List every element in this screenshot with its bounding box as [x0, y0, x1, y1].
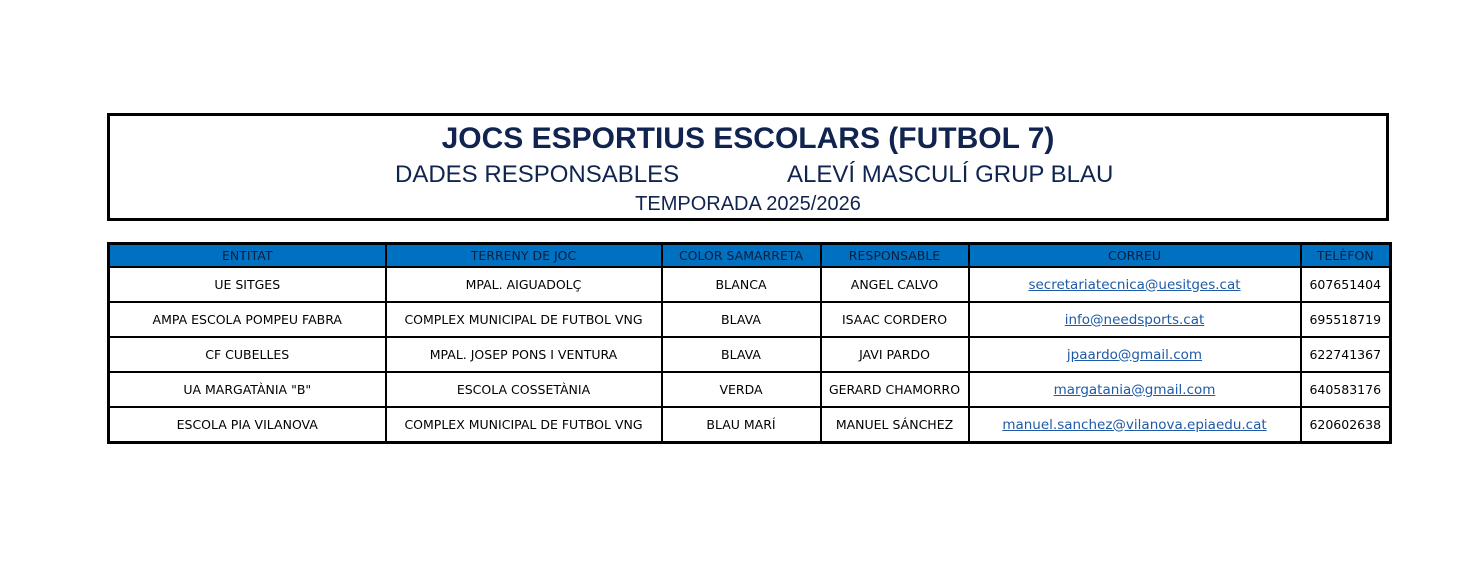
cell-terreny: COMPLEX MUNICIPAL DE FUTBOL VNG: [386, 302, 662, 337]
cell-telefon: 695518719: [1301, 302, 1391, 337]
cell-entitat: UA MARGATÀNIA "B": [109, 372, 386, 407]
cell-responsable: GERARD CHAMORRO: [821, 372, 969, 407]
cell-telefon: 622741367: [1301, 337, 1391, 372]
col-header-correu: CORREU: [969, 244, 1301, 268]
cell-correu: [969, 407, 1301, 443]
cell-telefon: 607651404: [1301, 267, 1391, 302]
cell-color: BLAU MARÍ: [662, 407, 821, 443]
responsables-table: [107, 242, 1392, 444]
col-header-color: COLOR SAMARRETA: [662, 244, 821, 268]
email-link[interactable]: margatania@gmail.com: [1053, 381, 1216, 398]
cell-responsable: ISAAC CORDERO: [821, 302, 969, 337]
document-title: JOCS ESPORTIUS ESCOLARS (FUTBOL 7): [441, 122, 1055, 155]
col-header-terreny: TERRENY DE JOC: [386, 244, 662, 268]
cell-terreny: COMPLEX MUNICIPAL DE FUTBOL VNG: [386, 407, 662, 443]
table-row: [109, 337, 1391, 372]
cell-terreny: MPAL. JOSEP PONS I VENTURA: [386, 337, 662, 372]
cell-correu: [969, 267, 1301, 302]
table-row: [109, 302, 1391, 337]
cell-entitat: AMPA ESCOLA POMPEU FABRA: [109, 302, 386, 337]
cell-responsable: MANUEL SÁNCHEZ: [821, 407, 969, 443]
season-label: TEMPORADA 2025/2026: [635, 193, 861, 215]
subtitle-data-responsables: DADES RESPONSABLES: [395, 161, 680, 188]
cell-entitat: ESCOLA PIA VILANOVA: [109, 407, 386, 443]
table-row: [109, 407, 1391, 443]
col-header-entitat: ENTITAT: [109, 244, 386, 268]
col-header-responsable: RESPONSABLE: [821, 244, 969, 268]
cell-responsable: JAVI PARDO: [821, 337, 969, 372]
cell-color: BLANCA: [662, 267, 821, 302]
cell-correu: [969, 337, 1301, 372]
email-link[interactable]: secretariatecnica@uesitges.cat: [1028, 276, 1241, 293]
cell-correu: [969, 372, 1301, 407]
email-link[interactable]: info@needsports.cat: [1064, 311, 1205, 328]
cell-color: BLAVA: [662, 337, 821, 372]
title-box: [107, 113, 1389, 221]
cell-correu: [969, 302, 1301, 337]
cell-color: BLAVA: [662, 302, 821, 337]
col-header-telefon: TELÈFON: [1301, 244, 1391, 268]
table-header-row: [109, 244, 1391, 268]
cell-entitat: CF CUBELLES: [109, 337, 386, 372]
email-link[interactable]: manuel.sanchez@vilanova.epiaedu.cat: [1002, 416, 1267, 433]
cell-color: VERDA: [662, 372, 821, 407]
email-link[interactable]: jpaardo@gmail.com: [1066, 346, 1203, 363]
table-row: [109, 372, 1391, 407]
table-row: [109, 267, 1391, 302]
cell-terreny: ESCOLA COSSETÀNIA: [386, 372, 662, 407]
cell-telefon: 640583176: [1301, 372, 1391, 407]
subtitle-group: ALEVÍ MASCULÍ GRUP BLAU: [787, 161, 1114, 188]
cell-terreny: MPAL. AIGUADOLÇ: [386, 267, 662, 302]
cell-responsable: ANGEL CALVO: [821, 267, 969, 302]
cell-telefon: 620602638: [1301, 407, 1391, 443]
cell-entitat: UE SITGES: [109, 267, 386, 302]
